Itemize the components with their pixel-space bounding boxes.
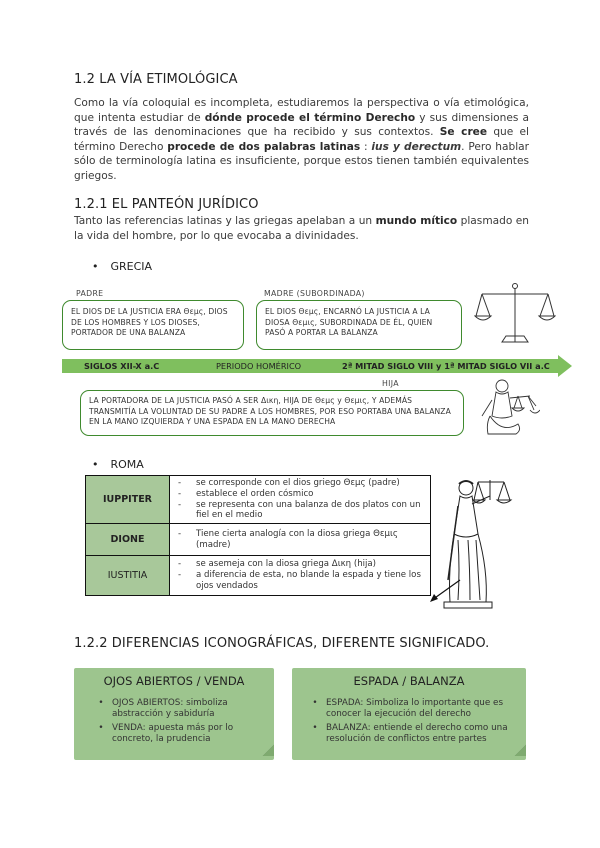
list-item: • BALANZA: entiende el derecho como una resolución de conflictos entre partes <box>304 723 516 745</box>
emphasis: ius y derectum <box>371 140 462 153</box>
pantheon-paragraph <box>74 214 529 243</box>
card-list <box>74 698 274 745</box>
emphasis: Se cree <box>439 126 488 139</box>
label-padre: PADRE <box>76 289 104 298</box>
line-text: se asemeja con la diosa griega Δικη (hija) <box>196 559 377 570</box>
card-ojos-venda <box>74 668 274 760</box>
card-espada-balanza <box>292 668 526 760</box>
intro-paragraph <box>74 96 529 184</box>
item-text: OJOS ABIERTOS: simboliza abstracción y sabiduría <box>112 698 228 719</box>
callout-padre: EL DIOS DE LA JUSTICIA ERA Θεμς, DIOS DE LOS HOMBRES Y LOS DIOSES, PORTADOR DE UNA BALANZA <box>62 300 244 350</box>
line-text: establece el orden cósmico <box>196 488 314 499</box>
deity-name: IUSTITIA <box>86 556 170 596</box>
pointer-arrow <box>428 578 464 604</box>
list-item: • OJOS ABIERTOS: simboliza abstracción y sabiduría <box>90 698 264 720</box>
card-fold-corner <box>262 744 280 762</box>
line-text: se corresponde con el dios griego Θεμς (padre) <box>196 478 400 488</box>
list-item: - se corresponde con el dios griego Θεμς (padre) <box>178 478 400 488</box>
line-text: a diferencia de esta, no blande la espada y tiene los ojos vendados <box>196 570 421 592</box>
card-title: OJOS ABIERTOS / VENDA <box>103 674 245 688</box>
card-fold-corner <box>514 744 532 762</box>
list-item: • VENDA: apuesta más por lo concreto, la prudencia <box>90 723 264 745</box>
card-title: ESPADA / BALANZA <box>353 674 465 688</box>
table-row <box>86 524 431 556</box>
item-text: VENDA: apuesta más por lo concreto, la prudencia <box>112 723 234 744</box>
deity-description <box>170 524 431 556</box>
timeline-label-3: 2ª MITAD SIGLO VIII y 1ª MITAD SIGLO VII a.C <box>342 361 550 371</box>
list-item: - establece el orden cósmico <box>178 488 314 499</box>
timeline-label-2: PERIODO HOMÉRICO <box>216 361 302 371</box>
line-text: Tiene cierta analogía con la diosa griega Θεμις (madre) <box>196 528 398 550</box>
text: plasmado en la vida del hombre, por lo que evocaba a divinidades. <box>74 215 529 242</box>
subsection-title: 1.2.1 EL PANTEÓN JURÍDICO <box>74 197 259 212</box>
text: Tanto las referencias latinas y las griegas apelaban a un <box>74 215 376 227</box>
callout-madre: EL DIOS Θεμς, ENCARNÓ LA JUSTICIA A LA DIOSA Θεμις, SUBORDINADA DE ÉL, QUIEN PASÓ A PORTAR LA BALANZA <box>256 300 462 350</box>
deity-name: DIONE <box>86 524 170 556</box>
balance-scale-icon <box>474 280 556 350</box>
line-text: se representa con una balanza de dos platos con un fiel en el medio <box>196 499 421 521</box>
text: . Pero hablar sólo de terminología latina es insuficiente, porque estos tienen también equivalentes griegos. <box>74 140 529 182</box>
text: y sus dimensiones a través de las denominaciones que ha recibido y sus contextos. <box>74 111 530 139</box>
section-title: 1.2 LA VÍA ETIMOLÓGICA <box>74 72 238 87</box>
emphasis: mundo mítico <box>375 215 458 227</box>
deity-name: IUPPITER <box>86 476 170 524</box>
deity-description <box>170 556 431 596</box>
bullet-label: GRECIA <box>110 260 153 273</box>
deity-description <box>170 476 431 524</box>
list-item: - se representa con una balanza de dos platos con un fiel en el medio <box>178 500 424 522</box>
emphasis: procede de dos palabras latinas <box>167 140 361 153</box>
list-item: - se asemeja con la diosa griega Δικη (hija) <box>178 559 377 570</box>
emphasis: dónde procede el término Derecho <box>204 111 416 124</box>
list-item: - Tiene cierta analogía con la diosa griega Θεμις (madre) <box>178 529 424 551</box>
text: que el término Derecho <box>74 126 529 153</box>
bullet-label: ROMA <box>110 458 144 471</box>
bullet-grecia <box>92 260 152 273</box>
justice-figure-icon <box>478 376 540 436</box>
callout-hija: LA PORTADORA DE LA JUSTICIA PASÓ A SER Δικη, HIJA DE Θεμς y Θεμις, Y ADEMÁS TRANSMITÍA LA VOLUNTAD DE SU PADRE A LOS HOMBRES, POR ESO PORTABA UNA BALANZA EN LA MANO IZQUIERDA Y UNA ESPADA EN LA MANO DERECHA <box>80 390 464 436</box>
timeline-label-1: SIGLOS XII-X a.C <box>84 361 160 371</box>
bullet-roma <box>92 458 144 471</box>
card-list <box>292 698 526 745</box>
table-row <box>86 556 431 596</box>
label-hija: HIJA <box>382 379 399 388</box>
list-item: • ESPADA: Simboliza lo importante que es conocer la ejecución del derecho <box>304 698 516 720</box>
item-text: BALANZA: entiende el derecho como una resolución de conflictos entre partes <box>326 723 508 744</box>
iconography-title: 1.2.2 DIFERENCIAS ICONOGRÁFICAS, DIFERENTE SIGNIFICADO. <box>74 636 490 651</box>
label-madre: MADRE (SUBORDINADA) <box>264 289 365 298</box>
table-row <box>86 476 431 524</box>
text: : <box>360 140 372 153</box>
text: Como la vía coloquial es incompleta, estudiaremos la perspectiva o vía etimológica, que intenta estudiar de <box>74 97 529 124</box>
list-item: - a diferencia de esta, no blande la espada y tiene los ojos vendados <box>178 570 424 592</box>
roma-table <box>85 475 431 596</box>
item-text: ESPADA: Simboliza lo importante que es conocer la ejecución del derecho <box>326 698 504 719</box>
